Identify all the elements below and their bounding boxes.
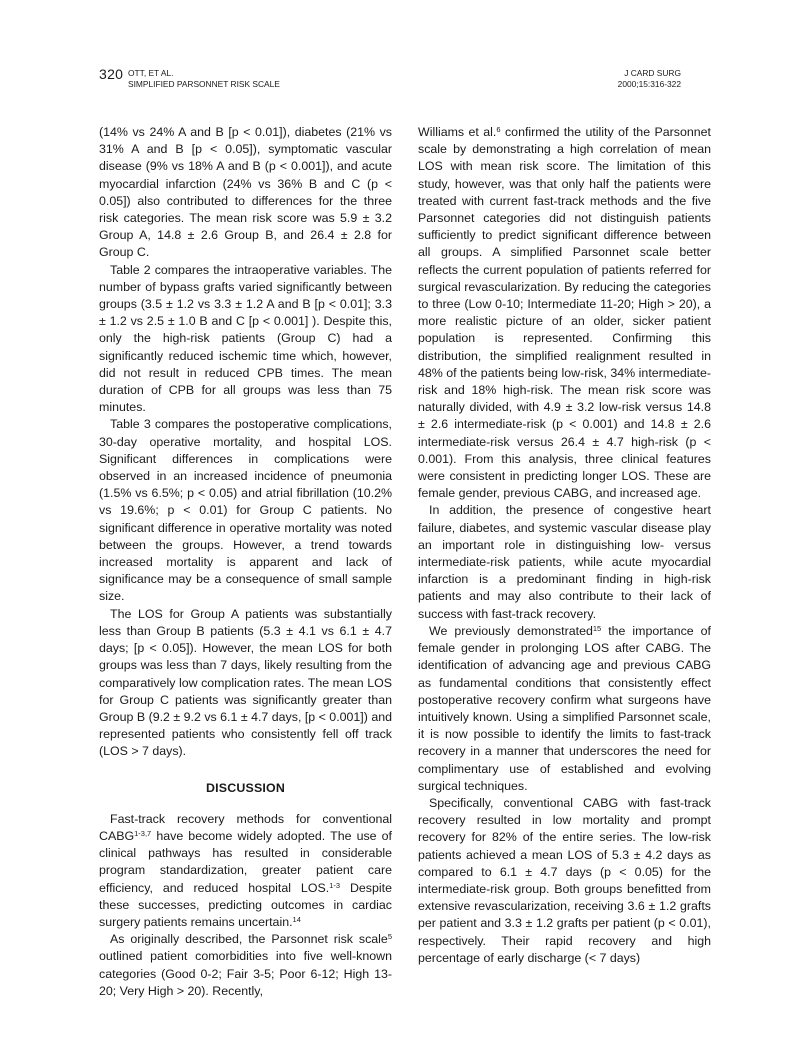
text-run: have become widely adopted. The use of clinical pathways has resulted in considerable program standardization, greater patient care efficiency, and reduced hospital LOS. [99,828,392,895]
header-journal: J CARD SURG [624,68,681,78]
header-citation: 2000;15:316-322 [617,78,681,89]
paragraph [99,811,392,931]
paragraph [99,931,392,1000]
citation-ref: 5 [387,932,392,942]
header-left [128,68,280,89]
page-number: 320 [99,66,124,82]
paragraph: In addition, the presence of congestive heart failure, diabetes, and systemic vascular disease play an important role in distinguishing low- versus intermediate-risk patients, while acute myocardial infarction is a predominant finding in high-risk patients and may also contribute to their lack of success with fast-track recovery. [418,503,711,621]
paragraph [418,623,711,795]
text-run: We previously demonstrated [429,623,593,638]
left-column [99,124,392,1000]
paragraph: (14% vs 24% A and B [p < 0.01]), diabetes (21% vs 31% A and B [p < 0.05]), symptomatic vascular disease (9% vs 18% A and B (p < 0.001]), and acute myocardial infarction (24% vs 36% B and C (p < 0.05]) also contributed to differences for the three risk categories. The mean risk score was 5.9 ± 3.2 Group A, 14.8 ± 2.6 Group B, and 26.4 ± 2.8 for Group C. [99,125,392,260]
paragraph: Table 3 compares the postoperative complications, 30-day operative mortality, and hospital LOS. Significant differences in complications were observed in an increased incidence of pneumonia (1.5% vs 6.5%; p < 0.05) and atrial fibrillation (10.2% vs 19.6%; p < 0.01) for Group C patients. No significant difference in operative mortality was noted between the groups. However, a trend towards increased mortality is apparent and lack of significance may be a consequence of small sample size. [99,417,392,604]
text-run: Fast-track recovery methods for conventional CABG [99,811,392,843]
citation-ref: 14 [292,914,301,924]
citation-ref: 6 [496,125,501,134]
right-column [418,124,711,967]
paragraph: Specifically, conventional CABG with fast-track recovery resulted in low mortality and prompt recovery for 82% of the entire series. The low-risk patients achieved a mean LOS of 5.3 ± 4.2 days as compared to 6.1 ± 4.7 days (p < 0.05) for the intermediate-risk group. Both groups benefitted from extensive revascularization, receiving 3.6 ± 1.2 grafts per patient and 3.3 ± 1.2 grafts per patient (p < 0.01), respectively. Their rapid recovery and high percentage of early discharge (< 7 days) [418,795,711,965]
header-running-title: SIMPLIFIED PARSONNET RISK SCALE [128,78,280,89]
citation-ref: 1-3 [329,880,341,890]
paragraph [418,124,711,502]
text-run: As originally described, the Parsonnet risk scale [110,932,388,947]
paragraph: Table 2 compares the intraoperative variables. The number of bypass grafts varied significantly between groups (3.5 ± 1.2 vs 3.3 ± 1.2 A and B [p < 0.01]; 3.3 ± 1.2 vs 2.5 ± 1.0 B and C [p < 0.001] ). Despite this, only the high-risk patients (Group C) had a significantly reduced ischemic time which, however, did not result in reduced CPB times. The mean duration of CPB for all groups was less than 75 minutes. [99,262,392,415]
text-run: confirmed the utility of the Parsonnet scale by demonstrating a high correlation of mean LOS with mean risk score. The limitation of this study, however, was that only half the patients were treated with current fast-track methods and the five Parsonnet categories did not distinguish patients sufficiently to predict significant difference between all groups. A simplified Parsonnet scale better reflects the current population of patients referred for surgical revascularization. By reducing the categories to three (Low 0-10; Intermediate 11-20; High > 20), a more realistic picture of an older, sicker patient population is represented. Confirming this distribution, the simplified realignment resulted in 48% of the patients being low-risk, 34% intermediate-risk and 18% high-risk. The mean risk score was naturally divided, with 4.9 ± 3.2 low-risk versus 14.8 ± 2.6 intermediate-risk (p < 0.001) and 14.8 ± 2.6 intermediate-risk versus 26.4 ± 4.7 high-risk (p < 0.001). From this analysis, three clinical features were consistent in predicting longer LOS. These are female gender, previous CABG, and increased age. [418,125,711,501]
text-run: Despite these successes, predicting outcomes in cardiac surgery patients remains uncertain. [99,880,392,929]
paragraph: The LOS for Group A patients was substantially less than Group B patients (5.3 ± 4.1 vs 6.1 ± 4.7 days; [p < 0.05]). However, the mean LOS for both groups was less than 7 days, likely resulting from the comparatively low complication rates. The mean LOS for Group C patients was significantly greater than Group B (9.2 ± 9.2 vs 6.1 ± 4.7 days, [p < 0.001]) and represented patients who consistently fell off track (LOS > 7 days). [99,606,392,759]
citation-ref: 1-3,7 [134,828,152,838]
citation-ref: 15 [592,623,602,633]
text-run: the importance of female gender in prolonging LOS after CABG. The identification of advancing age and previous CABG as fundamental conditions that consistently effect postoperative recovery confirm what surgeons have intuitively known. Using a simplified Parsonnet scale, it is now possible to identify the limits to fast-track recovery in a manner that underscores the need for complimentary use of established and evolving surgical techniques. [418,623,712,793]
text-run: outlined patient comorbidities into five well-known categories (Good 0-2; Fair 3-5; Poor 6-12; High 13-20; Very High > 20). Recently, [99,949,392,998]
header-authors: OTT, ET AL. [128,68,174,78]
section-heading: DISCUSSION [205,780,286,795]
header-right [618,68,681,89]
text-run: Williams et al. [418,125,497,139]
